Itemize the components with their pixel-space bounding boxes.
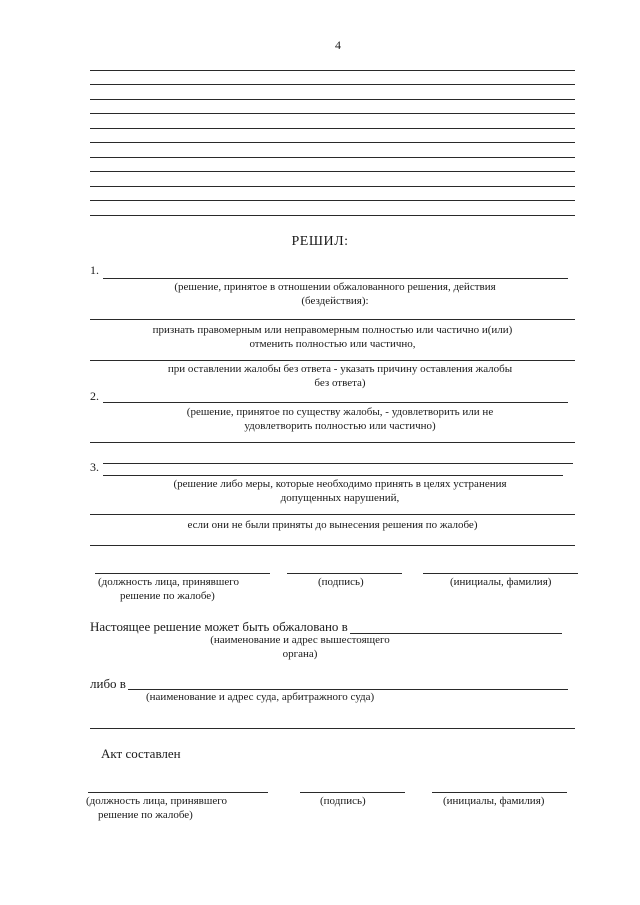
- position-signature-line: [95, 573, 270, 574]
- appeal-caption-line2: органа): [282, 648, 318, 660]
- appeal-caption-line1: (наименование и адрес вышестоящего: [210, 634, 390, 646]
- blank-line: [90, 84, 575, 85]
- item1-caption-line2: (бездействия):: [301, 295, 369, 307]
- act-name-label: (инициалы, фамилия): [443, 795, 545, 807]
- item3-caption-line3: если они не были приняты до вынесения решения по жалобе): [187, 519, 478, 531]
- blank-line: [90, 99, 575, 100]
- decision-heading: РЕШИЛ:: [291, 234, 349, 249]
- signature-line: [287, 573, 402, 574]
- signature1-signature-label: (подпись): [318, 576, 364, 588]
- act-text: Акт составлен: [101, 746, 181, 761]
- blank-line: [90, 128, 575, 129]
- blank-line: [90, 142, 575, 143]
- blank-line: [90, 171, 575, 172]
- blank-line: [90, 186, 575, 187]
- blank-line: [90, 70, 575, 71]
- blank-line: [90, 215, 575, 216]
- act-signature-label: (подпись): [320, 795, 366, 807]
- item3-field-line: [103, 475, 563, 476]
- act-signature-line: [300, 792, 405, 793]
- item2-field-line: [103, 402, 568, 403]
- item1-blank-line: [90, 360, 575, 361]
- act-position-line1: (должность лица, принявшего: [86, 795, 227, 807]
- appeal-text: Настоящее решение может быть обжаловано в: [90, 619, 348, 634]
- signature1-name-label: (инициалы, фамилия): [450, 576, 552, 588]
- item3-blank-line: [90, 545, 575, 546]
- court-caption: (наименование и адрес суда, арбитражного суда): [146, 691, 375, 703]
- appeal-or-text: либо в: [90, 676, 126, 691]
- page-number: 4: [335, 38, 341, 52]
- item1-note-line2: отменить полностью или частично,: [249, 338, 416, 350]
- item1-note-line1: признать правомерным или неправомерным полностью или частично и(или): [152, 324, 513, 336]
- item1-note-line3: при оставлении жалобы без ответа - указать причину оставления жалобы: [167, 363, 513, 375]
- court-field-line: [128, 689, 568, 690]
- item1-caption-line1: (решение, принятое в отношении обжалованного решения, действия: [174, 281, 496, 293]
- item3-field-line: [103, 463, 573, 464]
- item2-caption-line1: (решение, принятое по существу жалобы, - удовлетворить или не: [186, 406, 494, 418]
- act-position-line2: решение по жалобе): [98, 809, 193, 821]
- blank-line: [90, 200, 575, 201]
- item1-blank-line: [90, 319, 575, 320]
- item1-note-line4: без ответа): [314, 377, 366, 389]
- signature1-position-line2: решение по жалобе): [120, 590, 215, 602]
- item3-caption-line2: допущенных нарушений,: [280, 492, 400, 504]
- act-name-line: [432, 792, 567, 793]
- blank-line: [90, 157, 575, 158]
- act-position-line: [88, 792, 268, 793]
- court-blank-line: [90, 728, 575, 729]
- name-signature-line: [423, 573, 578, 574]
- signature1-position-line1: (должность лица, принявшего: [98, 576, 239, 588]
- item2-number: 2.: [90, 389, 99, 403]
- item3-blank-line: [90, 514, 575, 515]
- blank-line: [90, 113, 575, 114]
- item3-number: 3.: [90, 460, 99, 474]
- item1-field-line: [103, 278, 568, 279]
- item3-caption-line1: (решение либо меры, которые необходимо принять в целях устранения: [173, 478, 507, 490]
- item2-blank-line: [90, 442, 575, 443]
- item1-number: 1.: [90, 263, 99, 277]
- item2-caption-line2: удовлетворить полностью или частично): [244, 420, 436, 432]
